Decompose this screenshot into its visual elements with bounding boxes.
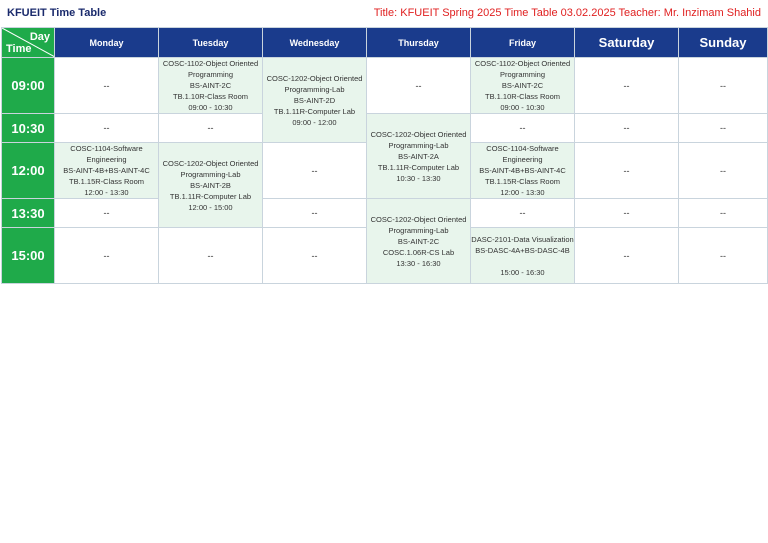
empty-slot: -- (159, 228, 263, 284)
time-row-0900 (2, 58, 768, 114)
class-time: 10:30 - 13:30 (396, 173, 441, 183)
class-room (471, 256, 574, 267)
app-title: KFUEIT Time Table (7, 7, 107, 19)
class-course: COSC-1102-Object Oriented Programming (162, 59, 259, 79)
class-slot-thu-1030[interactable] (367, 114, 471, 199)
class-course: COSC-1102-Object Oriented Programming (474, 59, 571, 79)
class-course: COSC-1202-Object Oriented Programming-Lab (266, 73, 363, 94)
day-header-saturday: Saturday (575, 28, 679, 58)
empty-slot: -- (575, 143, 679, 199)
class-course: COSC-1202-Object Oriented Programming-Lab (162, 158, 259, 179)
empty-slot: -- (55, 58, 159, 114)
class-section: BS-AINT-2C (397, 236, 440, 246)
class-section: BS-AINT-2C (501, 81, 544, 90)
header-bar (0, 0, 768, 27)
empty-slot: -- (679, 228, 768, 284)
time-label-0900: 09:00 (2, 58, 55, 114)
empty-slot: -- (575, 199, 679, 228)
class-time: 12:00 - 13:30 (500, 188, 545, 197)
empty-slot: -- (471, 114, 575, 143)
class-section: BS-AINT-2D (293, 95, 336, 105)
class-room: TB.1.11R-Computer Lab (273, 106, 356, 116)
day-header-row (2, 28, 768, 58)
day-header-thursday: Thursday (367, 28, 471, 58)
empty-slot: -- (159, 114, 263, 143)
class-slot-fri-0900[interactable] (471, 58, 575, 114)
class-time: 12:00 - 13:30 (84, 188, 129, 197)
timetable-title: Title: KFUEIT Spring 2025 Time Table 03.02.2025 Teacher: Mr. Inzimam Shahid (373, 7, 761, 19)
class-time: 09:00 - 10:30 (188, 103, 233, 112)
empty-slot: -- (679, 143, 768, 199)
empty-slot: -- (575, 114, 679, 143)
day-header-monday: Monday (55, 28, 159, 58)
empty-slot: -- (55, 199, 159, 228)
time-row-1030 (2, 114, 768, 143)
class-room: TB.1.10R-Class Room (484, 92, 561, 101)
empty-slot: -- (679, 114, 768, 143)
class-section: BS-AINT-2B (190, 180, 231, 190)
class-course: COSC-1202-Object Oriented Programming-Lab (370, 214, 467, 235)
time-corner-label: Time (6, 43, 32, 55)
empty-slot: -- (367, 58, 471, 114)
time-label-1330: 13:30 (2, 199, 55, 228)
time-label-1200: 12:00 (2, 143, 55, 199)
class-slot-mon-1200[interactable] (55, 143, 159, 199)
empty-slot: -- (55, 114, 159, 143)
day-header-friday: Friday (471, 28, 575, 58)
class-time: 09:00 - 10:30 (500, 103, 545, 112)
empty-slot: -- (263, 143, 367, 199)
class-slot-tue-1200[interactable] (159, 143, 263, 228)
class-section: BS-AINT-4B+BS-AINT-4C (479, 166, 566, 175)
class-time: 15:00 - 16:30 (500, 267, 545, 277)
class-slot-wed-0900[interactable] (263, 58, 367, 143)
class-slot-thu-1330[interactable] (367, 199, 471, 284)
class-time: 13:30 - 16:30 (396, 258, 441, 268)
empty-slot: -- (263, 228, 367, 284)
class-course: COSC-1104-Software Engineering (486, 144, 559, 164)
day-header-tuesday: Tuesday (159, 28, 263, 58)
empty-slot: -- (575, 58, 679, 114)
class-course: DASC-2101-Data Visualization (471, 234, 574, 244)
class-section: BS-AINT-4B+BS-AINT-4C (63, 166, 150, 175)
empty-slot: -- (55, 228, 159, 284)
empty-slot: -- (575, 228, 679, 284)
class-section: BS-AINT-2A (398, 151, 439, 161)
empty-slot: -- (263, 199, 367, 228)
class-time: 09:00 - 12:00 (292, 117, 337, 127)
day-header-wednesday: Wednesday (263, 28, 367, 58)
class-room: TB.1.11R-Computer Lab (169, 191, 252, 201)
timetable-grid (1, 27, 768, 284)
class-course: COSC-1202-Object Oriented Programming-Lab (370, 129, 467, 150)
empty-slot: -- (471, 199, 575, 228)
class-section: BS-DASC-4A+BS-DASC-4B (475, 245, 570, 255)
class-section: BS-AINT-2C (189, 81, 232, 90)
day-time-corner-cell (2, 28, 55, 58)
class-slot-fri-1500[interactable] (471, 228, 575, 284)
empty-slot: -- (679, 58, 768, 114)
class-course: COSC-1104-Software Engineering (70, 144, 143, 164)
class-room: TB.1.15R-Class Room (68, 177, 145, 186)
day-header-sunday: Sunday (679, 28, 768, 58)
time-label-1030: 10:30 (2, 114, 55, 143)
time-label-1500: 15:00 (2, 228, 55, 284)
class-room: TB.1.11R-Computer Lab (377, 162, 460, 172)
class-time: 12:00 - 15:00 (188, 202, 233, 212)
class-slot-fri-1200[interactable] (471, 143, 575, 199)
class-room: TB.1.10R-Class Room (172, 92, 249, 101)
day-corner-label: Day (29, 31, 50, 43)
empty-slot: -- (679, 199, 768, 228)
time-row-1330 (2, 199, 768, 228)
class-room: COSC.1.06R-CS Lab (382, 247, 455, 257)
class-room: TB.1.15R-Class Room (484, 177, 561, 186)
class-slot-tue-0900[interactable] (159, 58, 263, 114)
